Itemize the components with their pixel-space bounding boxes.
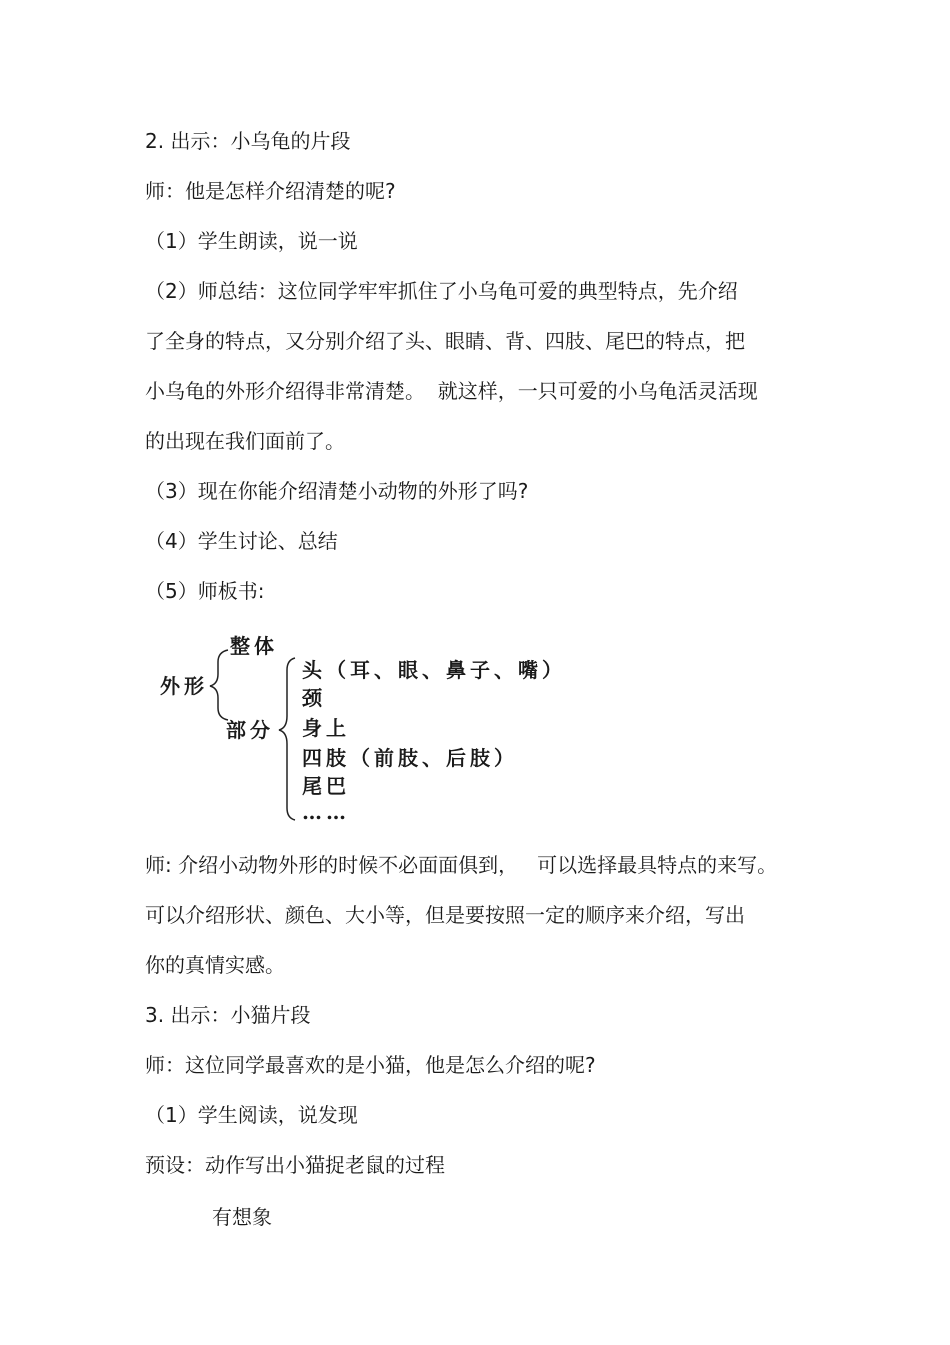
teacher-question-2: 师：这位同学最喜欢的是小猫，他是怎么介绍的呢?	[145, 1053, 596, 1077]
step-5: （5）师板书:	[145, 579, 265, 603]
teacher-note-line-1: 师: 介绍小动物外形的时候不必面面俱到， 可以选择最具特点的来写。	[145, 853, 778, 877]
teacher-note-line-3: 你的真情实感。	[145, 953, 285, 977]
part-item-more: ……	[302, 800, 350, 824]
step-2-line-4: 的出现在我们面前了。	[145, 429, 345, 453]
imagination-line: 有想象	[212, 1205, 272, 1229]
step-2-line-3: 小乌龟的外形介绍得非常清楚。 就这样，一只可爱的小乌龟活灵活现	[145, 379, 758, 403]
section-3-heading: 3. 出示：小猫片段	[145, 1003, 311, 1027]
step-1-read: （1）学生阅读，说发现	[145, 1103, 358, 1127]
part-item-body: 身上	[302, 716, 350, 740]
blackboard-diagram	[150, 628, 600, 828]
teacher-note-line-2: 可以介绍形状、颜色、大小等，但是要按照一定的顺序来介绍，写出	[145, 903, 745, 927]
part-item-limbs: 四肢（前肢、后肢）	[302, 746, 518, 770]
step-3: （3）现在你能介绍清楚小动物的外形了吗?	[145, 479, 529, 503]
section-2-heading: 2. 出示：小乌龟的片段	[145, 129, 351, 153]
preset-line: 预设：动作写出小猫捉老鼠的过程	[145, 1153, 445, 1177]
step-2-line-1: （2）师总结：这位同学牢牢抓住了小乌龟可爱的典型特点，先介绍	[145, 279, 738, 303]
step-1: （1）学生朗读，说一说	[145, 229, 358, 253]
teacher-question: 师：他是怎样介绍清楚的呢?	[145, 179, 396, 203]
part-item-head: 头（耳、眼、鼻子、嘴）	[302, 658, 566, 682]
step-2-line-2: 了全身的特点，又分别介绍了头、眼睛、背、四肢、尾巴的特点，把	[145, 329, 745, 353]
step-4: （4）学生讨论、总结	[145, 529, 338, 553]
root-label: 外形	[160, 674, 208, 698]
part-item-tail: 尾巴	[302, 774, 350, 798]
whole-label: 整体	[230, 634, 278, 658]
part-label: 部分	[226, 718, 274, 742]
part-item-neck: 颈	[302, 686, 326, 710]
